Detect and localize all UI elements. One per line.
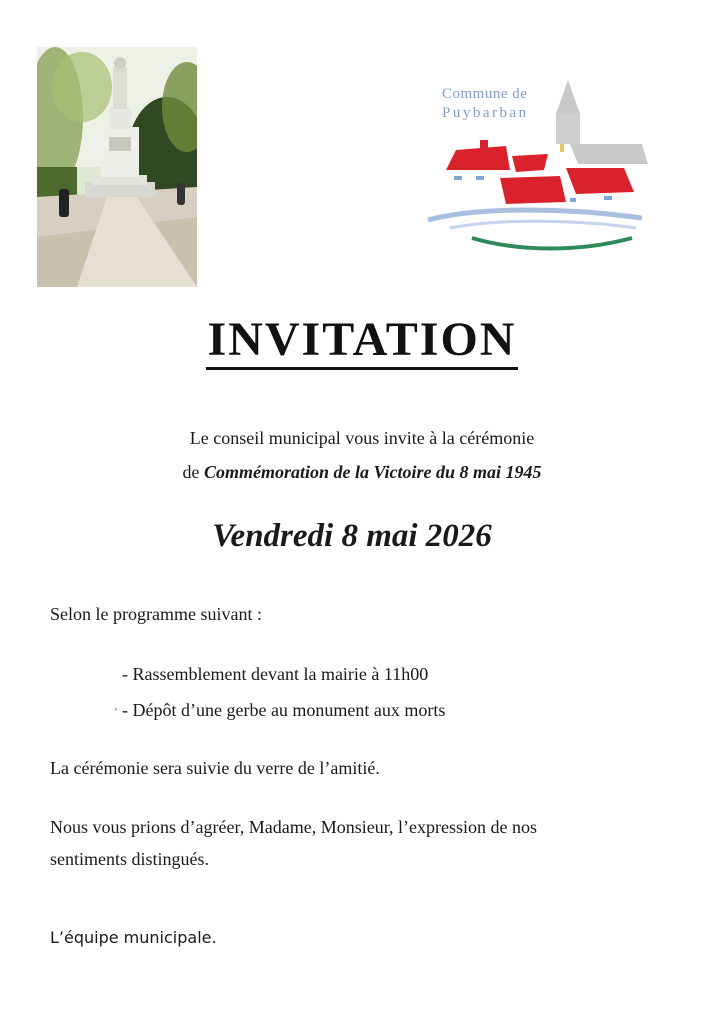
invitation-title: INVITATION <box>206 316 519 370</box>
program-item-assembly: - Rassemblement devant la mairie à 11h00 <box>122 664 429 684</box>
intro-line-1: Le conseil municipal vous invite à la cérémonie <box>189 428 535 448</box>
logo-commune-label: Commune de <box>442 86 528 102</box>
invitation-title-block <box>0 313 724 370</box>
intro-prefix: de <box>182 462 204 482</box>
scan-speck: • <box>114 705 118 716</box>
event-date: Vendredi 8 mai 2026 <box>212 518 492 554</box>
logo-commune-name: Puybarban <box>442 105 529 121</box>
program-list <box>122 656 445 728</box>
war-memorial-photo <box>37 47 197 287</box>
program-item-wreath: - Dépôt d’une gerbe au monument aux morts <box>122 700 446 720</box>
event-name: Commémoration de la Victoire du 8 mai 1945 <box>203 462 542 482</box>
politeness-line-2: sentiments distingués. <box>50 849 209 869</box>
program-heading: Selon le programme suivant : <box>50 604 262 624</box>
intro-text <box>0 421 724 489</box>
signature: L’équipe municipale. <box>50 928 217 947</box>
followup-text: La cérémonie sera suivie du verre de l’amitié. <box>50 758 380 778</box>
politeness-line-1: Nous vous prions d’agréer, Madame, Monsieur, l’expression de nos <box>50 817 537 837</box>
politeness-formula <box>50 811 670 875</box>
commune-logo <box>420 78 650 258</box>
intro-line-2 <box>0 455 724 489</box>
